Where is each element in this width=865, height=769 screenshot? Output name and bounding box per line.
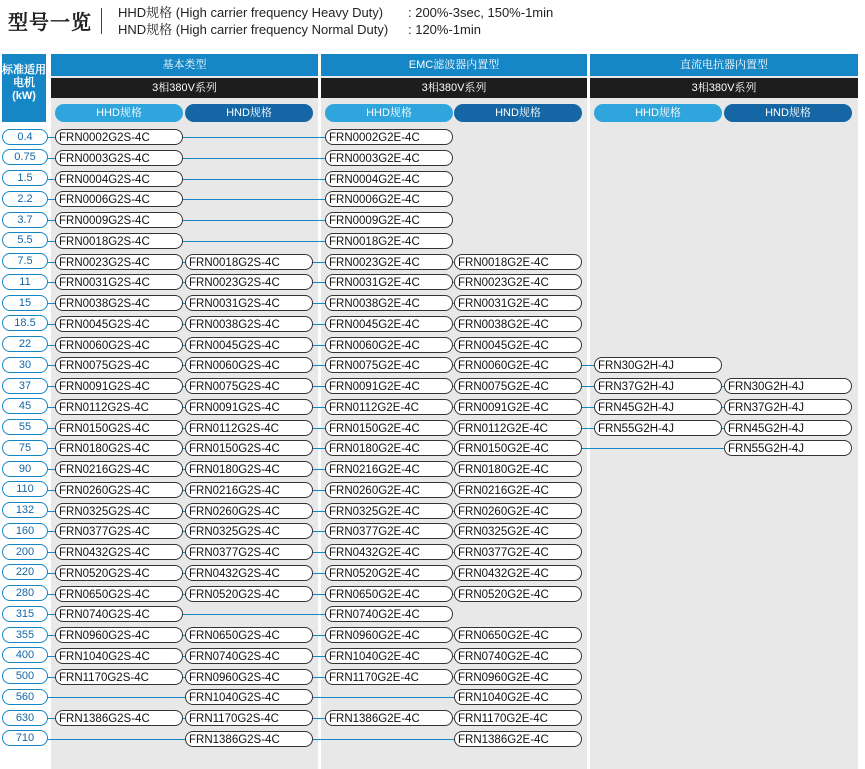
model-cell: FRN0650G2S-4C	[55, 586, 183, 602]
kw-label: 37	[2, 378, 48, 394]
kw-label: 0.4	[2, 129, 48, 145]
header-divider	[101, 8, 102, 34]
model-cell: FRN0075G2S-4C	[55, 357, 183, 373]
kw-label: 5.5	[2, 232, 48, 248]
spec-hhd-label: HHD规格 (High carrier frequency Heavy Duty)	[118, 5, 384, 20]
model-cell: FRN0004G2E-4C	[325, 171, 453, 187]
model-cell: FRN0740G2S-4C	[55, 606, 183, 622]
kw-label: 160	[2, 523, 48, 539]
model-cell: FRN0216G2E-4C	[325, 461, 453, 477]
model-cell: FRN0377G2S-4C	[55, 523, 183, 539]
spec-hnd-label: HND规格 (High carrier frequency Normal Duty)	[118, 22, 389, 37]
kw-label: 315	[2, 606, 48, 622]
kw-column-header	[2, 54, 46, 122]
model-cell: FRN1040G2E-4C	[325, 648, 453, 664]
model-cell: FRN0091G2E-4C	[325, 378, 453, 394]
group-title-emc: EMC滤波器内置型	[321, 54, 587, 76]
hnd-header-dcr: HND规格	[724, 104, 852, 122]
model-cell: FRN0038G2E-4C	[454, 316, 582, 332]
model-cell: FRN0150G2E-4C	[325, 420, 453, 436]
model-cell: FRN55G2H-4J	[724, 440, 852, 456]
model-cell: FRN0045G2S-4C	[185, 337, 313, 353]
kw-header-line-1: 标准适用	[2, 64, 46, 76]
model-cell: FRN0520G2E-4C	[454, 586, 582, 602]
model-cell: FRN0377G2S-4C	[185, 544, 313, 560]
model-cell: FRN0006G2S-4C	[55, 191, 183, 207]
model-cell: FRN0031G2E-4C	[454, 295, 582, 311]
kw-label: 710	[2, 730, 48, 746]
kw-label: 30	[2, 357, 48, 373]
group-title-dcr: 直流电抗器内置型	[590, 54, 858, 76]
model-cell: FRN30G2H-4J	[724, 378, 852, 394]
model-cell: FRN0009G2E-4C	[325, 212, 453, 228]
model-cell: FRN0060G2E-4C	[325, 337, 453, 353]
spec-hhd-value: : 200%-3sec, 150%-1min	[408, 5, 554, 20]
model-cell: FRN0325G2E-4C	[454, 523, 582, 539]
model-cell: FRN0150G2S-4C	[55, 420, 183, 436]
model-cell: FRN0031G2S-4C	[185, 295, 313, 311]
model-cell: FRN0023G2E-4C	[325, 254, 453, 270]
hnd-header-emc: HND规格	[454, 104, 582, 122]
model-cell: FRN0150G2S-4C	[185, 440, 313, 456]
model-cell: FRN0432G2E-4C	[454, 565, 582, 581]
model-cell: FRN0650G2E-4C	[325, 586, 453, 602]
model-cell: FRN1040G2E-4C	[454, 689, 582, 705]
page-title: 型号一览	[8, 12, 92, 34]
model-cell: FRN0060G2S-4C	[55, 337, 183, 353]
kw-label: 2.2	[2, 191, 48, 207]
model-cell: FRN1386G2S-4C	[185, 731, 313, 747]
model-cell: FRN0075G2E-4C	[325, 357, 453, 373]
model-cell: FRN0045G2S-4C	[55, 316, 183, 332]
model-cell: FRN0004G2S-4C	[55, 171, 183, 187]
kw-label: 45	[2, 398, 48, 414]
model-cell: FRN1170G2S-4C	[55, 669, 183, 685]
kw-label: 500	[2, 668, 48, 684]
model-cell: FRN45G2H-4J	[594, 399, 722, 415]
model-cell: FRN0216G2E-4C	[454, 482, 582, 498]
kw-label: 355	[2, 627, 48, 643]
model-cell: FRN0018G2E-4C	[325, 233, 453, 249]
model-cell: FRN0260G2S-4C	[55, 482, 183, 498]
model-cell: FRN0023G2S-4C	[185, 274, 313, 290]
hhd-header-emc: HHD规格	[325, 104, 453, 122]
model-cell: FRN0740G2S-4C	[185, 648, 313, 664]
model-cell: FRN0216G2S-4C	[185, 482, 313, 498]
model-cell: FRN0031G2E-4C	[325, 274, 453, 290]
model-cell: FRN0377G2E-4C	[325, 523, 453, 539]
model-cell: FRN1040G2S-4C	[55, 648, 183, 664]
model-cell: FRN0031G2S-4C	[55, 274, 183, 290]
model-cell: FRN0003G2S-4C	[55, 150, 183, 166]
model-cell: FRN0060G2S-4C	[185, 357, 313, 373]
kw-label: 200	[2, 544, 48, 560]
series-label-emc: 3相380V系列	[321, 78, 587, 98]
model-cell: FRN0260G2S-4C	[185, 503, 313, 519]
kw-label: 75	[2, 440, 48, 456]
kw-label: 630	[2, 710, 48, 726]
model-cell: FRN1170G2E-4C	[325, 669, 453, 685]
page-header	[0, 0, 865, 48]
model-cell: FRN0045G2E-4C	[325, 316, 453, 332]
model-cell: FRN0260G2E-4C	[454, 503, 582, 519]
model-cell: FRN0740G2E-4C	[454, 648, 582, 664]
kw-label: 3.7	[2, 212, 48, 228]
kw-label: 11	[2, 274, 48, 290]
model-cell: FRN0018G2S-4C	[185, 254, 313, 270]
hnd-header-basic: HND规格	[185, 104, 313, 122]
model-cell: FRN0325G2S-4C	[55, 503, 183, 519]
kw-label: 7.5	[2, 253, 48, 269]
model-cell: FRN0112G2E-4C	[454, 420, 582, 436]
kw-label: 18.5	[2, 315, 48, 331]
model-cell: FRN0180G2E-4C	[454, 461, 582, 477]
model-cell: FRN45G2H-4J	[724, 420, 852, 436]
model-cell: FRN0060G2E-4C	[454, 357, 582, 373]
model-cell: FRN0325G2S-4C	[185, 523, 313, 539]
model-cell: FRN0180G2E-4C	[325, 440, 453, 456]
model-cell: FRN0002G2S-4C	[55, 129, 183, 145]
model-cell: FRN0180G2S-4C	[185, 461, 313, 477]
model-cell: FRN0045G2E-4C	[454, 337, 582, 353]
model-cell: FRN0432G2E-4C	[325, 544, 453, 560]
model-cell: FRN30G2H-4J	[594, 357, 722, 373]
model-cell: FRN1170G2S-4C	[185, 710, 313, 726]
model-cell: FRN0325G2E-4C	[325, 503, 453, 519]
kw-label: 132	[2, 502, 48, 518]
spec-hnd	[118, 19, 481, 38]
model-cell: FRN0180G2S-4C	[55, 440, 183, 456]
model-cell: FRN0002G2E-4C	[325, 129, 453, 145]
model-cell: FRN0009G2S-4C	[55, 212, 183, 228]
model-cell: FRN0091G2E-4C	[454, 399, 582, 415]
model-cell: FRN0038G2E-4C	[325, 295, 453, 311]
kw-label: 55	[2, 419, 48, 435]
model-cell: FRN0740G2E-4C	[325, 606, 453, 622]
model-cell: FRN1386G2S-4C	[55, 710, 183, 726]
model-cell: FRN0112G2E-4C	[325, 399, 453, 415]
kw-header-line-3: (kW)	[12, 90, 36, 102]
model-cell: FRN0112G2S-4C	[55, 399, 183, 415]
model-cell: FRN1386G2E-4C	[454, 731, 582, 747]
kw-label: 90	[2, 461, 48, 477]
model-cell: FRN55G2H-4J	[594, 420, 722, 436]
model-cell: FRN0960G2E-4C	[325, 627, 453, 643]
model-cell: FRN0216G2S-4C	[55, 461, 183, 477]
model-cell: FRN0432G2S-4C	[55, 544, 183, 560]
model-cell: FRN0150G2E-4C	[454, 440, 582, 456]
kw-label: 110	[2, 481, 48, 497]
model-cell: FRN0520G2S-4C	[185, 586, 313, 602]
model-cell: FRN0377G2E-4C	[454, 544, 582, 560]
model-cell: FRN0075G2S-4C	[185, 378, 313, 394]
model-cell: FRN0520G2S-4C	[55, 565, 183, 581]
kw-label: 560	[2, 689, 48, 705]
kw-label: 220	[2, 564, 48, 580]
kw-label: 1.5	[2, 170, 48, 186]
model-cell: FRN1040G2S-4C	[185, 689, 313, 705]
kw-label: 0.75	[2, 149, 48, 165]
model-cell: FRN0960G2S-4C	[55, 627, 183, 643]
model-cell: FRN0960G2E-4C	[454, 669, 582, 685]
model-cell: FRN0075G2E-4C	[454, 378, 582, 394]
model-cell: FRN0018G2S-4C	[55, 233, 183, 249]
hhd-header-dcr: HHD规格	[594, 104, 722, 122]
model-cell: FRN0091G2S-4C	[55, 378, 183, 394]
model-cell: FRN37G2H-4J	[594, 378, 722, 394]
model-cell: FRN0023G2S-4C	[55, 254, 183, 270]
group-title-basic: 基本类型	[51, 54, 318, 76]
kw-label: 280	[2, 585, 48, 601]
model-cell: FRN0006G2E-4C	[325, 191, 453, 207]
model-cell: FRN1386G2E-4C	[325, 710, 453, 726]
model-cell: FRN0003G2E-4C	[325, 150, 453, 166]
kw-label: 400	[2, 647, 48, 663]
model-cell: FRN0960G2S-4C	[185, 669, 313, 685]
model-cell: FRN0112G2S-4C	[185, 420, 313, 436]
series-label-basic: 3相380V系列	[51, 78, 318, 98]
model-cell: FRN0432G2S-4C	[185, 565, 313, 581]
model-cell: FRN0260G2E-4C	[325, 482, 453, 498]
model-cell: FRN0018G2E-4C	[454, 254, 582, 270]
hhd-header-basic: HHD规格	[55, 104, 183, 122]
model-cell: FRN0038G2S-4C	[55, 295, 183, 311]
kw-label: 15	[2, 295, 48, 311]
kw-label: 22	[2, 336, 48, 352]
model-cell: FRN0650G2E-4C	[454, 627, 582, 643]
model-cell: FRN0023G2E-4C	[454, 274, 582, 290]
model-cell: FRN37G2H-4J	[724, 399, 852, 415]
kw-header-line-2: 电机	[13, 77, 35, 89]
model-cell: FRN1170G2E-4C	[454, 710, 582, 726]
model-cell: FRN0091G2S-4C	[185, 399, 313, 415]
series-label-dcr: 3相380V系列	[590, 78, 858, 98]
model-cell: FRN0038G2S-4C	[185, 316, 313, 332]
model-cell: FRN0650G2S-4C	[185, 627, 313, 643]
model-cell: FRN0520G2E-4C	[325, 565, 453, 581]
spec-hnd-value: : 120%-1min	[408, 22, 481, 37]
